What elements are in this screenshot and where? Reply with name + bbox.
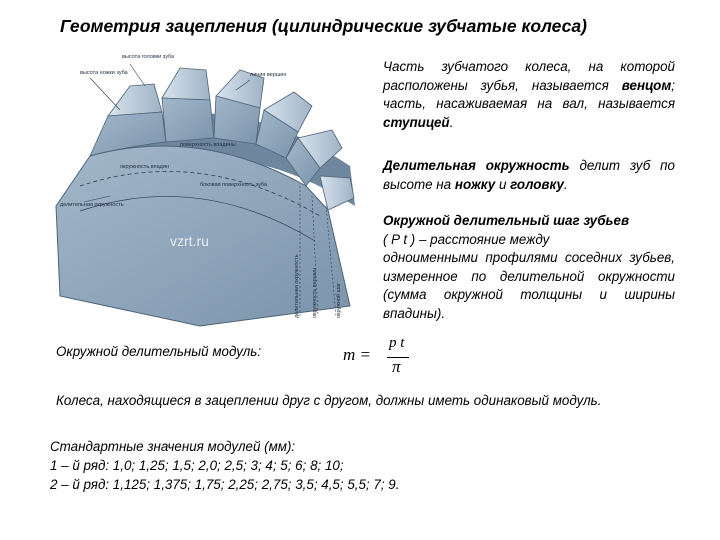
standard-row-1: 1 – й ряд: 1,0; 1,25; 1,5; 2,0; 2,5; 3; 4; 5; 6; 8; 10; (50, 458, 344, 473)
label-tooth-height: высота головки зуба (122, 54, 175, 60)
label-cavity-surface: поверхность впадины (180, 142, 236, 148)
label-tooth-side: боковая поверхность зуба (200, 182, 267, 188)
label-pitch-left: делительная окружность (60, 202, 124, 208)
formula-lhs: m = (343, 345, 371, 364)
label-tooth-height-2: высота ножки зуба (80, 70, 128, 76)
paragraph-pitch-circle: Делительная окружность делит зуб по высоте на ножку и головку. (383, 158, 675, 192)
term-hub: ступицей (383, 114, 450, 130)
formula-numerator: p t (389, 335, 405, 351)
label-vert-1: делительная окружность (294, 254, 300, 318)
watermark: vzrt.ru (170, 233, 209, 249)
label-vert-2: окружность вершин (312, 267, 318, 318)
standard-row-2: 2 – й ряд: 1,125; 1,375; 1,75; 2,25; 2,75; 3,5; 4,5; 5,5; 7; 9. (50, 477, 400, 492)
term-rim: венцом (621, 77, 672, 93)
paragraph-rim-hub: Часть зубчатого колеса, на которой расположены зубья, называется венцом; часть, насаживаемая на вал, называется ступицей. (383, 59, 675, 130)
gear-diagram (50, 46, 370, 336)
formula-denominator: π (392, 357, 401, 376)
paragraph-pitch-step: Окружной делительный шаг зубьев ( P t ) – расстояние между одноименными профилями соседних зубьев, измеренное по делительной окружности (сумма окружной толщины и ширины впадины). (383, 213, 675, 321)
slide-title: Геометрия зацепления (цилиндрические зубчатые колеса) (60, 16, 587, 36)
label-dedendum: окружность впадин (120, 164, 169, 170)
paragraph-same-module: Колеса, находящиеся в зацеплении друг с другом, должны иметь одинаковый модуль. (56, 393, 602, 408)
standard-heading: Стандартные значения модулей (мм): (50, 439, 296, 454)
label-crown-line: линия вершин (250, 72, 287, 78)
module-label: Окружной делительный модуль: (56, 344, 262, 359)
label-vert-3: окружной шаг (336, 282, 342, 318)
standard-values (50, 437, 399, 494)
